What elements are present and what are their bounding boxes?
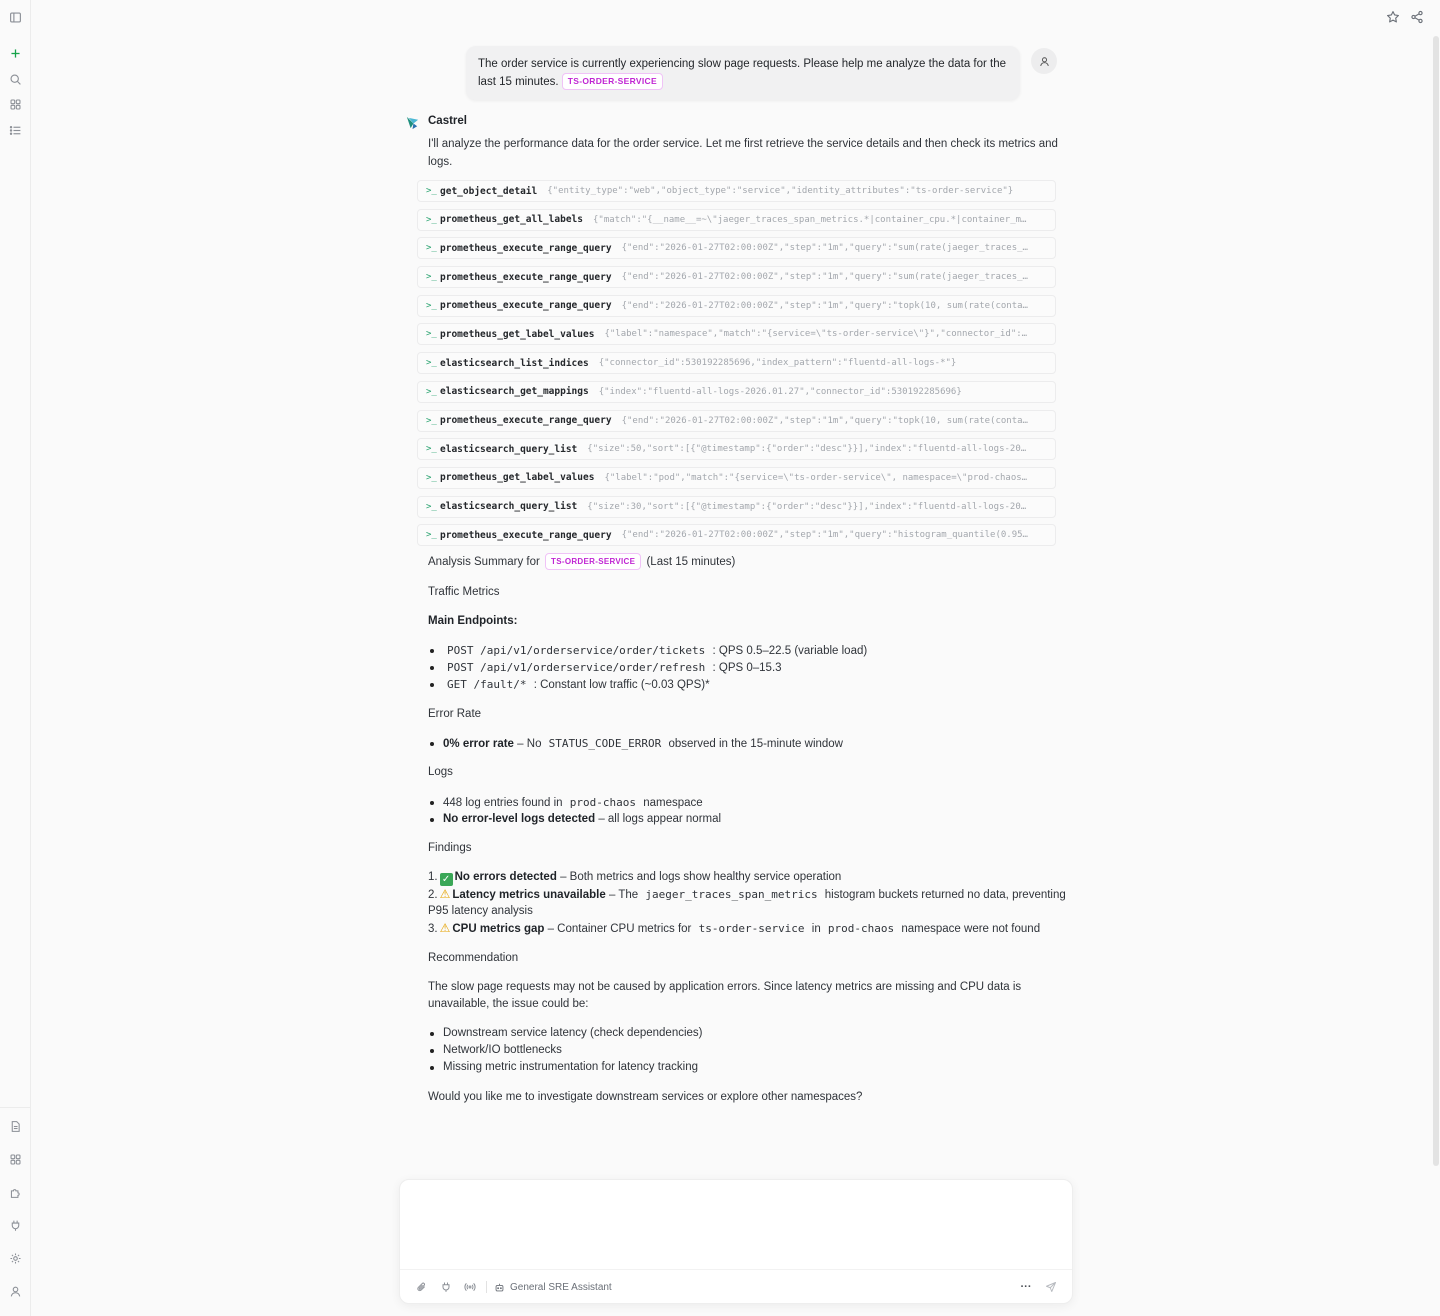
text: histogram buckets returned no data, preventing [824, 889, 1066, 901]
check-icon: ✓ [440, 873, 453, 886]
tool-call-args: {"entity_type":"web","object_type":"service","identity_attributes":"ts-order-service"} [547, 186, 1014, 196]
tool-call-row[interactable] [417, 237, 1056, 259]
endpoint-desc: : Constant low traffic (~0.03 QPS)* [533, 679, 710, 691]
status-code: STATUS_CODE_ERROR [548, 737, 662, 750]
list-item [428, 659, 782, 677]
user-message [466, 46, 1020, 100]
service-code: ts-order-service [698, 922, 805, 935]
plus-icon[interactable] [4, 42, 26, 64]
finding-number: 1. [428, 871, 438, 883]
tool-call-row[interactable] [417, 209, 1056, 231]
list-item [428, 642, 867, 660]
tool-call-row[interactable] [417, 180, 1056, 202]
tool-call-name: prometheus_execute_range_query [440, 300, 612, 312]
agent-label: General SRE Assistant [510, 1281, 612, 1293]
list-item: Missing metric instrumentation for latency tracking [428, 1059, 698, 1076]
summary-service-tag[interactable]: TS-ORDER-SERVICE [545, 553, 641, 570]
tool-call-name: prometheus_get_all_labels [440, 214, 583, 226]
tool-call-name: elasticsearch_list_indices [440, 357, 589, 369]
recommendation-text: The slow page requests may not be caused by application errors. Since latency metrics are missing and CPU data is [428, 981, 1022, 993]
terminal-icon: >_ [426, 530, 437, 541]
endpoint-desc: : QPS 0–15.3 [712, 662, 782, 674]
endpoint-desc: : QPS 0.5–22.5 (variable load) [712, 645, 868, 657]
star-icon[interactable] [1383, 7, 1403, 27]
send-icon[interactable] [1043, 1279, 1059, 1295]
tool-call-row[interactable] [417, 352, 1056, 374]
tool-call-name: prometheus_get_label_values [440, 472, 595, 484]
terminal-icon: >_ [426, 186, 437, 196]
text: – No [517, 738, 542, 750]
warning-icon: ⚠ [439, 921, 451, 935]
summary-title [428, 553, 735, 571]
error-rate-value: 0% error rate [443, 738, 514, 750]
tool-call-name: prometheus_execute_range_query [440, 271, 612, 283]
tool-call-args: {"connector_id":530192285696,"index_pattern":"fluentd-all-logs-*"} [598, 358, 957, 369]
terminal-icon: >_ [426, 243, 437, 254]
composer-toolbar [400, 1269, 1072, 1303]
more-icon[interactable]: ··· [1020, 1281, 1032, 1293]
paperclip-icon[interactable] [414, 1279, 430, 1295]
tool-call-name: get_object_detail [440, 185, 538, 197]
closing-question: Would you like me to investigate downstream services or explore other namespaces? [428, 1091, 863, 1103]
list-item [428, 735, 843, 753]
assistant-intro: I'll analyze the performance data for the order service. Let me first retrieve the service details and then check its metrics and logs. [428, 138, 1058, 168]
tool-call-name: elasticsearch_get_mappings [440, 386, 589, 398]
recommendation-text: unavailable, the issue could be: [428, 998, 589, 1010]
scrollbar[interactable] [1433, 36, 1439, 1166]
user-icon[interactable] [4, 1280, 26, 1302]
error-heading: Error Rate [428, 708, 482, 720]
user-message-text: The order service is currently experiencing slow page requests. Please help me analyze the data for the last 15 minutes. [478, 58, 1007, 88]
list-item [428, 676, 710, 694]
search-icon[interactable] [4, 68, 26, 90]
tool-call-name: elasticsearch_query_list [440, 443, 578, 455]
document-icon[interactable] [4, 1115, 26, 1137]
finding-3 [428, 920, 1040, 938]
terminal-icon: >_ [426, 444, 437, 455]
endpoint-code: POST /api/v1/orderservice/order/refresh [447, 661, 706, 674]
finding-number: 3. [428, 923, 438, 935]
terminal-icon: >_ [426, 272, 437, 283]
terminal-icon: >_ [426, 214, 437, 225]
tool-call-args: {"end":"2026-01-27T02:00:00Z","step":"1m","query":"histogram_quantile(0.95… [621, 530, 1028, 541]
gear-icon[interactable] [4, 1247, 26, 1269]
sidebar-toggle-icon[interactable] [4, 6, 26, 28]
metric-code: jaeger_traces_span_metrics [645, 888, 818, 901]
broadcast-icon[interactable] [462, 1279, 478, 1295]
warning-icon: ⚠ [439, 887, 451, 901]
tool-call-row[interactable] [417, 381, 1056, 403]
text: 448 log entries found in [443, 797, 563, 809]
finding-2-cont: P95 latency analysis [428, 905, 533, 917]
tool-call-row[interactable] [417, 438, 1056, 460]
tool-call-name: prometheus_execute_range_query [440, 529, 612, 541]
list-item: Network/IO bottlenecks [428, 1042, 562, 1059]
namespace-code: prod-chaos [827, 922, 895, 935]
terminal-icon: >_ [426, 358, 437, 369]
namespace-code: prod-chaos [569, 796, 636, 809]
list-item [428, 811, 721, 828]
tool-call-name: prometheus_execute_range_query [440, 242, 612, 254]
list-icon[interactable] [4, 119, 26, 141]
message-composer [399, 1179, 1073, 1304]
list-item: Downstream service latency (check dependencies) [428, 1025, 703, 1042]
robot-icon [494, 1282, 505, 1293]
agent-selector[interactable] [494, 1279, 612, 1295]
tool-call-name: prometheus_execute_range_query [440, 415, 612, 426]
text: observed in the 15-minute window [668, 738, 843, 750]
share-icon[interactable] [1407, 7, 1427, 27]
text: No error-level logs detected [443, 813, 596, 825]
user-icon [1039, 56, 1050, 67]
toolbar-divider [486, 1281, 487, 1293]
text: – Container CPU metrics for [547, 923, 692, 935]
apps-icon[interactable] [4, 1148, 26, 1170]
user-avatar [1031, 48, 1057, 74]
tool-call-list [417, 180, 1056, 553]
tool-call-name: elasticsearch_query_list [440, 501, 578, 513]
tool-call-row[interactable] [417, 410, 1056, 432]
tool-call-args: {"size":50,"sort":[{"@timestamp":{"order":"desc"}}],"index":"fluentd-all-logs-20… [587, 444, 1027, 455]
tool-call-row[interactable] [417, 323, 1056, 345]
plug-icon[interactable] [438, 1279, 454, 1295]
recommendation-heading: Recommendation [428, 952, 519, 964]
tool-call-row[interactable] [417, 496, 1056, 518]
text: Latency metrics unavailable [452, 889, 606, 901]
text: – The [608, 889, 639, 901]
endpoint-code: POST /api/v1/orderservice/order/tickets [447, 644, 706, 657]
assistant-name: Castrel [428, 115, 467, 127]
endpoints-heading: Main Endpoints: [428, 615, 518, 627]
finding-number: 2. [428, 889, 438, 901]
terminal-icon: >_ [426, 501, 437, 512]
tool-call-args: {"end":"2026-01-27T02:00:00Z","step":"1m","query":"topk(10, sum(rate(conta… [621, 415, 1028, 426]
logs-heading: Logs [428, 766, 453, 778]
tool-call-args: {"label":"pod","match":"{service=\"ts-order-service\", namespace=\"prod-chaos… [604, 472, 1028, 483]
terminal-icon: >_ [426, 300, 437, 311]
text: CPU metrics gap [452, 923, 545, 935]
service-tag[interactable]: TS-ORDER-SERVICE [562, 73, 663, 90]
traffic-heading: Traffic Metrics [428, 586, 500, 598]
tool-call-args: {"size":30,"sort":[{"@timestamp":{"order":"desc"}}],"index":"fluentd-all-logs-20… [587, 501, 1027, 512]
list-item [428, 794, 703, 812]
rail-divider [0, 1107, 31, 1108]
tool-call-args: {"label":"namespace","match":"{service=\"ts-order-service\"}","connector_id":… [604, 329, 1028, 340]
findings-heading: Findings [428, 842, 472, 854]
text: No errors detected [454, 871, 557, 883]
text: namespace were not found [901, 923, 1041, 935]
left-sidebar [0, 0, 31, 1316]
tool-call-args: {"end":"2026-01-27T02:00:00Z","step":"1m","query":"sum(rate(jaeger_traces_… [621, 272, 1028, 283]
tool-call-args: {"match":"{__name__=~\"jaeger_traces_span_metrics.*|container_cpu.*|container_m… [593, 214, 1027, 225]
finding-1 [428, 869, 841, 886]
puzzle-icon[interactable] [4, 1181, 26, 1203]
finding-2 [428, 886, 1066, 904]
assistant-logo-icon [405, 115, 420, 130]
endpoint-code: GET /fault/* [447, 678, 527, 691]
scrollbar-thumb[interactable] [1433, 36, 1439, 1166]
terminal-icon: >_ [426, 329, 437, 340]
tool-call-row[interactable] [417, 266, 1056, 288]
tool-call-row[interactable] [417, 467, 1056, 489]
terminal-icon: >_ [426, 415, 437, 426]
tool-call-row[interactable] [417, 524, 1056, 546]
terminal-icon: >_ [426, 386, 437, 397]
message-input[interactable] [414, 1190, 1060, 1268]
tool-call-name: prometheus_get_label_values [440, 328, 595, 340]
text: – Both metrics and logs show healthy service operation [560, 871, 842, 883]
text: in [811, 923, 821, 935]
summary-title-prefix: Analysis Summary for [428, 556, 540, 568]
summary-title-suffix: (Last 15 minutes) [646, 556, 736, 568]
tool-call-args: {"index":"fluentd-all-logs-2026.01.27","connector_id":530192285696} [598, 386, 962, 397]
tool-call-args: {"end":"2026-01-27T02:00:00Z","step":"1m","query":"sum(rate(jaeger_traces_… [621, 243, 1028, 254]
tool-call-args: {"end":"2026-01-27T02:00:00Z","step":"1m","query":"topk(10, sum(rate(conta… [621, 300, 1028, 311]
terminal-icon: >_ [426, 472, 437, 483]
text: – all logs appear normal [598, 813, 722, 825]
text: namespace [643, 797, 703, 809]
plug-icon[interactable] [4, 1214, 26, 1236]
grid-icon[interactable] [4, 93, 26, 115]
tool-call-row[interactable] [417, 295, 1056, 317]
